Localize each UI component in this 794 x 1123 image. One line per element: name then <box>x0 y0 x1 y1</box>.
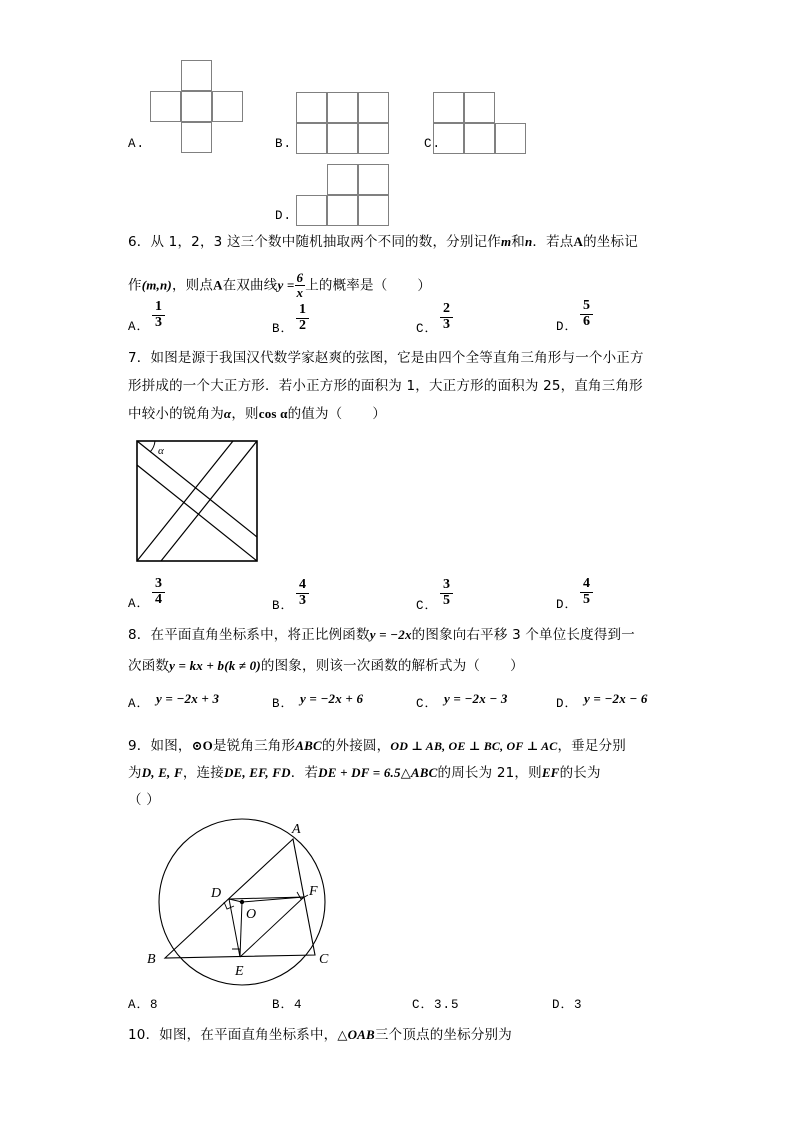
q9-text-6: ，连接 <box>182 765 224 781</box>
q7-opt-c-numerator: 3 <box>443 577 450 592</box>
q7-opt-d-numerator: 4 <box>583 576 590 591</box>
q8-func-1: y = −2x <box>369 627 412 642</box>
net-cell <box>327 123 358 154</box>
alpha-label: α <box>158 445 164 457</box>
q7-opt-d-denominator: 5 <box>580 592 593 608</box>
net-cell <box>495 123 526 154</box>
option-value-c-q7 <box>440 578 453 608</box>
option-label-b-q8: B． <box>272 697 295 711</box>
net-shape-L-right <box>296 164 389 226</box>
label-f: F <box>309 884 318 899</box>
option-label-a-q6: A． <box>128 320 151 334</box>
triangle-line-2 <box>161 441 257 561</box>
q7-text-3: 中较小的锐角为 <box>128 406 224 422</box>
q7-opt-b-denominator: 3 <box>296 593 309 609</box>
label-a: A <box>292 822 301 837</box>
q6-formula-numerator: 6 <box>296 270 304 285</box>
q9-text-9: 的长为 <box>559 765 601 781</box>
option-label-d-q6: D． <box>556 320 579 334</box>
q6-formula-denominator: x <box>296 284 304 300</box>
net-cell <box>296 195 327 226</box>
q6-opt-c-numerator: 2 <box>443 301 450 316</box>
q9-given: DE + DF = 6.5 <box>318 765 401 780</box>
net-cell <box>464 92 495 123</box>
option-value-a-q6 <box>152 300 165 330</box>
q6-var-m: m <box>500 234 512 249</box>
q9-text-8: 的周长为 21，则 <box>437 765 542 781</box>
q7-text-4: ，则 <box>231 406 259 422</box>
q6-opt-c-denominator: 3 <box>440 317 453 333</box>
q6-point-a-2: A <box>213 277 223 293</box>
q9-target: EF <box>541 765 560 780</box>
q6-opt-d-numerator: 5 <box>583 298 590 313</box>
question-7-line-2 <box>128 377 643 395</box>
question-7-line-3 <box>128 405 386 423</box>
q6-opt-b-numerator: 1 <box>299 302 306 317</box>
q9-segments: DE, EF, FD <box>223 765 291 780</box>
q6-text-2: 和 <box>511 234 525 250</box>
option-value-a-q7 <box>152 577 165 607</box>
question-9-line-1 <box>128 737 626 755</box>
q10-text-2: 三个顶点的坐标分别为 <box>374 1027 512 1043</box>
question-8-line-2 <box>128 657 524 675</box>
q9-triangle-abc: ABC <box>295 738 322 753</box>
question-8-line-1 <box>128 626 635 644</box>
option-label-c-q6: C． <box>416 322 439 336</box>
q9-circle-o: ⊙O <box>191 738 213 753</box>
q9-feet: D, E, F <box>141 765 183 780</box>
option-label-c-q7: C． <box>416 599 439 613</box>
option-a-q9: A．8 <box>128 998 159 1012</box>
center-point-o <box>240 900 244 904</box>
option-label-d-q5: D. <box>275 209 293 223</box>
net-cell <box>358 92 389 123</box>
label-o: O <box>246 907 257 922</box>
net-cell <box>433 92 464 123</box>
option-label-a-q5: A. <box>128 137 146 151</box>
circle-triangle-figure <box>125 815 375 995</box>
question-6-line-1 <box>128 233 638 251</box>
q8-func-2: y = kx + b(k ≠ 0) <box>169 658 261 673</box>
question-7-line-1 <box>128 349 644 367</box>
net-cell <box>327 164 358 195</box>
net-cell <box>327 195 358 226</box>
option-b-q9: B．4 <box>272 998 303 1012</box>
net-cell <box>327 92 358 123</box>
label-e: E <box>235 964 244 979</box>
q7-cos-alpha: cos α <box>258 406 288 421</box>
net-cell <box>433 123 464 154</box>
option-d-q9: D．3 <box>552 998 583 1012</box>
q10-text-1: 10．如图，在平面直角坐标系中， <box>128 1027 338 1043</box>
zhaoshuang-svg <box>133 437 261 565</box>
triangle-line-4 <box>137 441 233 561</box>
question-10-line-1 <box>128 1026 512 1044</box>
outer-square <box>137 441 257 561</box>
q6-opt-a-denominator: 3 <box>152 315 165 331</box>
q6-point-a: A <box>573 234 584 249</box>
q9-text-3: 的外接圆， <box>321 738 391 754</box>
option-value-b-q6 <box>296 303 309 333</box>
q7-text-1: 7．如图是源于我国汉代数学家赵爽的弦图，它是由四个全等直角三角形与一个小正方 <box>128 350 644 366</box>
option-label-b-q6: B． <box>272 322 295 336</box>
segment-ef <box>240 897 304 957</box>
right-angle-mark-f <box>297 892 308 899</box>
question-6-line-2 <box>128 271 431 299</box>
q9-perpendiculars: OD ⊥ AB, OE ⊥ BC, OF ⊥ AC <box>390 739 558 753</box>
q10-triangle-oab: △OAB <box>337 1027 375 1042</box>
option-value-c-q6 <box>440 302 453 332</box>
net-shape-L-left <box>433 92 526 154</box>
option-value-b-q7 <box>296 578 309 608</box>
q7-text-5: 的值为（ <box>287 406 343 422</box>
q9-text-4: ，垂足分别 <box>557 738 626 754</box>
q6-opt-a-numerator: 1 <box>155 299 162 314</box>
option-label-a-q7: A． <box>128 597 151 611</box>
angle-arc <box>150 441 155 452</box>
q6-text-6: ，则点 <box>171 277 214 294</box>
q6-text-9: ） <box>417 277 432 294</box>
net-cell <box>464 123 495 154</box>
question-9-line-3: （ ） <box>128 792 160 808</box>
q7-alpha: α <box>223 406 232 421</box>
q8-text-4: 的图象，则该一次函数的解析式为（ <box>260 658 481 674</box>
net-cell <box>212 91 243 122</box>
option-label-d-q7: D． <box>556 598 579 612</box>
q6-formula-fraction <box>295 271 306 299</box>
q6-text-1: 6．从 1，2，3 这三个数中随机抽取两个不同的数，分别记作 <box>128 234 501 250</box>
q8-text-3: 次函数 <box>128 658 170 674</box>
option-label-d-q8: D． <box>556 697 579 711</box>
option-value-d-q6 <box>580 299 593 329</box>
q9-text-1: 9．如图， <box>128 738 192 754</box>
right-angle-mark-d <box>224 902 234 909</box>
q9-text-7: ．若 <box>290 765 319 781</box>
option-label-b-q5: B. <box>275 137 293 151</box>
option-label-c-q5: C. <box>424 137 442 151</box>
q8-text-1: 8．在平面直角坐标系中，将正比例函数 <box>128 627 370 643</box>
net-cell <box>181 91 212 122</box>
option-c-q9: C．3.5 <box>412 998 460 1012</box>
q9-text-2: 是锐角三角形 <box>213 738 296 754</box>
net-shape-grid-3x2 <box>296 92 389 154</box>
q7-text-2: 形拼成的一个大正方形．若小正方形的面积为 1，大正方形的面积为 25，直角三角形 <box>128 378 643 394</box>
zhaoshuang-figure <box>133 437 261 570</box>
q9-triangle-abc-2: △ABC <box>400 765 438 780</box>
net-cell <box>358 195 389 226</box>
q7-opt-b-numerator: 4 <box>299 577 306 592</box>
circle-triangle-svg <box>125 815 375 990</box>
q6-text-8: 上的概率是（ <box>305 277 388 294</box>
q6-pair-mn: (m,n) <box>141 277 172 293</box>
q8-text-2: 的图象向右平移 3 个单位长度得到一 <box>411 627 635 643</box>
option-label-b-q7: B． <box>272 599 295 613</box>
q6-opt-d-denominator: 6 <box>580 314 593 330</box>
net-cell <box>296 123 327 154</box>
net-cell <box>181 122 212 153</box>
q7-opt-a-denominator: 4 <box>152 592 165 608</box>
net-cell <box>150 91 181 122</box>
triangle-line-3 <box>137 465 257 561</box>
label-c: C <box>319 952 329 967</box>
triangle-line-1 <box>137 441 257 537</box>
question-9-line-2 <box>128 764 601 782</box>
option-value-a-q8: y = −2x + 3 <box>156 691 220 706</box>
q6-formula-lhs: y = <box>277 277 295 293</box>
label-b: B <box>147 952 156 967</box>
q8-text-5: ） <box>510 658 524 674</box>
net-shape-cross <box>150 60 242 152</box>
q6-text-4: 的坐标记 <box>583 234 638 250</box>
q6-text-7: 在双曲线 <box>222 277 278 294</box>
option-value-d-q8: y = −2x − 6 <box>584 691 648 706</box>
option-label-a-q8: A． <box>128 697 151 711</box>
q7-opt-c-denominator: 5 <box>440 593 453 609</box>
q7-opt-a-numerator: 3 <box>155 576 162 591</box>
option-label-c-q8: C． <box>416 697 439 711</box>
q9-text-5: 为 <box>128 765 142 781</box>
q6-opt-b-denominator: 2 <box>296 318 309 334</box>
net-cell <box>296 92 327 123</box>
net-cell <box>358 123 389 154</box>
label-d: D <box>211 886 222 901</box>
q6-text-3: ．若点 <box>532 234 574 250</box>
option-value-b-q8: y = −2x + 6 <box>300 691 364 706</box>
net-cell <box>358 164 389 195</box>
option-value-c-q8: y = −2x − 3 <box>444 691 508 706</box>
net-cell <box>181 60 212 91</box>
q7-text-6: ） <box>372 406 387 422</box>
q6-var-n: n <box>524 234 533 249</box>
q6-text-5: 作 <box>128 277 142 294</box>
option-value-d-q7 <box>580 577 593 607</box>
